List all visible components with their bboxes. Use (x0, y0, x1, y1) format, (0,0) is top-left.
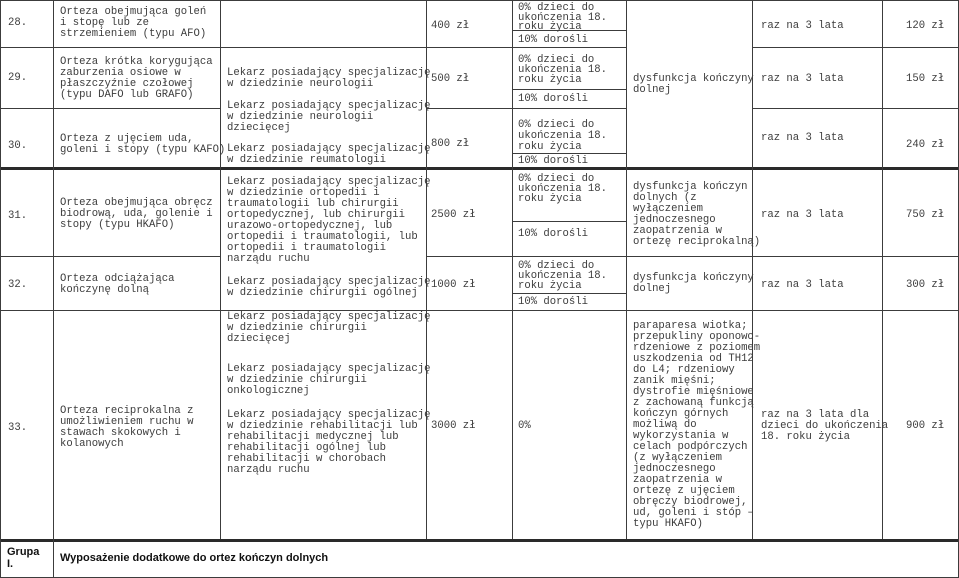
row-number: 28. (8, 17, 28, 29)
indication-line: wykorzystania w (633, 430, 729, 442)
refund-children-line: ukończenia 18. (518, 270, 608, 282)
indication-line: przepukliny oponowo- (633, 331, 761, 343)
indication-line: paraparesa wiotka; (633, 320, 748, 332)
indication-line: dolnych (z (633, 192, 697, 204)
indication-line: kończyn górnych (633, 408, 729, 420)
frequency: raz na 3 lata dla (761, 409, 870, 421)
doctor-line: ortopedii i traumatologii, lub (227, 231, 418, 243)
indication-line: dysfunkcja kończyny (633, 272, 754, 284)
row-number: 33. (8, 422, 28, 434)
indication-line: jednoczesnego (633, 214, 716, 226)
indication-line: zanik mięśni; (633, 375, 716, 387)
indication-line: celach podpórczych (633, 441, 748, 453)
refund-children-line: ukończenia 18. (518, 130, 608, 142)
doctor-line: Lekarz posiadający specjalizację (227, 67, 431, 79)
price-limit: 2500 zł (431, 209, 476, 221)
orthosis-name-line: goleni i stopy (typu KAFO) (60, 144, 226, 156)
doctor-line: w dziedzinie chirurgii (227, 322, 367, 334)
doctor-line: w dziedzinie rehabilitacji lub (227, 420, 418, 432)
refund-children-line: roku życia (518, 74, 582, 86)
frequency: raz na 3 lata (761, 279, 844, 291)
refund-children-line: 0% dzieci do (518, 54, 595, 66)
refund-children-line: roku życia (518, 280, 582, 292)
doctor-line: narządu ruchu (227, 253, 310, 265)
doctor-line: rehabilitacji w chorobach (227, 453, 386, 465)
refund-children-line: 0% dzieci do (518, 260, 595, 272)
indication-line: dolnej (633, 283, 672, 295)
indication-line: dystrofie mięśniowe (633, 386, 754, 398)
indication-line: jednoczesnego (633, 463, 716, 475)
price-limit: 400 zł (431, 20, 470, 32)
price-limit: 500 zł (431, 73, 470, 85)
limit-amount: 240 zł (906, 139, 945, 151)
orthosis-name-line: kolanowych (60, 438, 124, 450)
refund-adults: 10% dorośli (518, 228, 588, 240)
orthosis-name-line: Orteza obejmująca goleń (60, 6, 207, 18)
indication-line: zaopatrzenia w (633, 225, 723, 237)
frequency: raz na 3 lata (761, 132, 844, 144)
orthosis-name-line: Orteza krótka korygująca (60, 56, 213, 68)
limit-amount: 150 zł (906, 73, 945, 85)
orthosis-name-line: zaburzenia osiowe w (60, 67, 181, 79)
orthosis-name-line: i stopę lub ze (60, 17, 150, 29)
group-label: I. (7, 558, 14, 570)
indication-line: z zachowaną funkcją (633, 397, 754, 409)
limit-amount: 900 zł (906, 420, 945, 432)
indication-line: dysfunkcja kończyn (633, 181, 748, 193)
doctor-line: w dziedzinie chirurgii ogólnej (227, 287, 418, 299)
indication-line: wyłączeniem (633, 203, 703, 215)
indication-line: typu HKAFO) (633, 518, 703, 530)
refund-children-line: roku życia (518, 21, 582, 33)
doctor-line: rehabilitacji medycznej lub (227, 431, 399, 443)
doctor-line: urazowo-ortopedycznej, lub (227, 220, 393, 232)
indication-line: do L4; rdzeniowy (633, 364, 735, 376)
doctor-line: Lekarz posiadający specjalizację (227, 100, 431, 112)
frequency: raz na 3 lata (761, 20, 844, 32)
indication-line: dolnej (633, 84, 672, 96)
doctor-line: w dziedzinie ortopedii i (227, 187, 380, 199)
price-limit: 3000 zł (431, 420, 476, 432)
refund-children-line: 0% dzieci do (518, 119, 595, 131)
refund-percent: 0% (518, 420, 531, 432)
refund-adults: 10% dorośli (518, 93, 588, 105)
refund-children-line: roku życia (518, 141, 582, 153)
orthosis-name-line: stopy (typu HKAFO) (60, 219, 175, 231)
orthosis-name-line: Orteza obejmująca obręcz (60, 197, 213, 209)
doctor-line: Lekarz posiadający specjalizację (227, 311, 431, 323)
doctor-line: ortopedycznej, lub chirurgii (227, 209, 406, 221)
doctor-line: Lekarz posiadający specjalizację (227, 176, 431, 188)
orthosis-name-line: Orteza odciążająca (60, 273, 175, 285)
frequency: 18. roku życia (761, 431, 851, 443)
orthosis-name-line: Orteza z ujęciem uda, (60, 133, 194, 145)
row-number: 30. (8, 140, 28, 152)
orthosis-name-line: stawach skokowych i (60, 427, 181, 439)
refund-adults: 10% dorośli (518, 34, 588, 46)
frequency: raz na 3 lata (761, 73, 844, 85)
row-number: 31. (8, 210, 28, 222)
indication-line: ud, goleni i stóp – (633, 507, 754, 519)
orthosis-name-line: kończynę dolną (60, 284, 150, 296)
limit-amount: 750 zł (906, 209, 945, 221)
orthosis-name-line: Orteza reciprokalna z (60, 405, 194, 417)
doctor-line: dziecięcej (227, 122, 291, 134)
indication-line: zaopatrzenia w (633, 474, 723, 486)
doctor-line: w dziedzinie neurologii (227, 78, 374, 90)
refund-children-line: 0% dzieci do (518, 173, 595, 185)
indication-line: uszkodzenia od TH12 (633, 353, 754, 365)
refund-children-line: roku życia (518, 193, 582, 205)
indication-line: ortezę reciprokalną) (633, 236, 761, 248)
price-limit: 800 zł (431, 138, 470, 150)
doctor-line: dziecięcej (227, 333, 291, 345)
doctor-line: Lekarz posiadający specjalizację (227, 409, 431, 421)
frequency: dzieci do ukończenia (761, 420, 889, 432)
doctor-line: ortopedii i traumatologii (227, 242, 386, 254)
frequency: raz na 3 lata (761, 209, 844, 221)
doctor-line: onkologicznej (227, 385, 310, 397)
orthosis-name-line: (typu DAFO lub GRAFO) (60, 89, 194, 101)
price-limit: 1000 zł (431, 279, 476, 291)
doctor-line: traumatologii lub chirurgii (227, 198, 399, 210)
doctor-line: w dziedzinie neurologii (227, 111, 374, 123)
orthosis-name-line: biodrową, uda, golenie i (60, 208, 213, 220)
indication-line: obręczy biodrowej, (633, 496, 748, 508)
doctor-line: rehabilitacji ogólnej lub (227, 442, 386, 454)
refund-adults: 10% dorośli (518, 155, 588, 167)
orthosis-name-line: umożliwieniem ruchu w (60, 416, 194, 428)
indication-line: ortezę z ujęciem (633, 485, 735, 497)
doctor-line: w dziedzinie reumatologii (227, 154, 386, 166)
indication-line: dysfunkcja kończyny (633, 73, 754, 85)
orthosis-name-line: strzemieniem (typu AFO) (60, 28, 207, 40)
refund-children-line: ukończenia 18. (518, 183, 608, 195)
group-label: Grupa (7, 546, 40, 558)
row-number: 29. (8, 72, 28, 84)
doctor-line: w dziedzinie chirurgii (227, 374, 367, 386)
refund-adults: 10% dorośli (518, 296, 588, 308)
doctor-line: Lekarz posiadający specjalizację (227, 143, 431, 155)
refund-children-line: 0% dzieci do (518, 2, 595, 14)
indication-line: możliwą do (633, 419, 697, 431)
refund-children-line: ukończenia 18. (518, 64, 608, 76)
limit-amount: 120 zł (906, 20, 945, 32)
indication-line: (z wyłączeniem (633, 452, 723, 464)
indication-line: rdzeniowe z poziomem (633, 342, 761, 354)
group-title: Wyposażenie dodatkowe do ortez kończyn dolnych (60, 552, 329, 564)
doctor-line: Lekarz posiadający specjalizację (227, 276, 431, 288)
orthosis-name-line: płaszczyźnie czołowej (60, 78, 194, 90)
doctor-line: narządu ruchu (227, 464, 310, 476)
row-number: 32. (8, 279, 28, 291)
doctor-line: Lekarz posiadający specjalizację (227, 363, 431, 375)
refund-children-line: ukończenia 18. (518, 12, 608, 24)
limit-amount: 300 zł (906, 279, 945, 291)
